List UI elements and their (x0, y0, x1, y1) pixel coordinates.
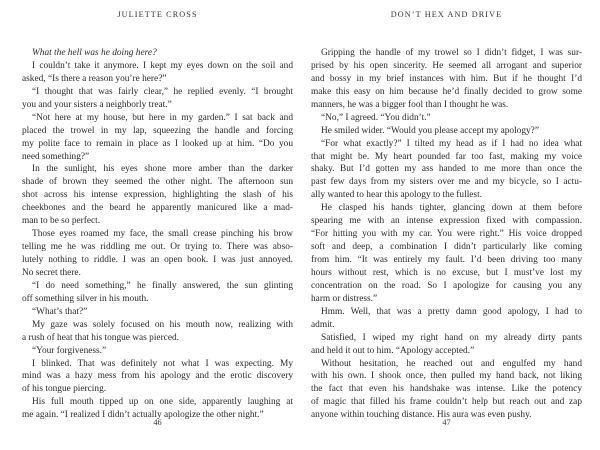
text-line: mind was a hazy mess from his apology and the erotic discovery (22, 371, 293, 382)
text-line: shaky. But I’d gotten my ass handed to me more than once the (311, 164, 582, 175)
text-line: me again. “I realized I didn’t actually apologize the other night.” (22, 410, 264, 421)
text-line: Gripping the handle of my trowel so I didn’t fidget, I was sur- (321, 48, 582, 58)
left-page-body (22, 47, 293, 422)
text-line: In the sunlight, his eyes shone more amber than the darker (32, 164, 293, 175)
text-line: past few days from my sisters over me and my bicycle, so I actu- (311, 177, 582, 188)
text-line: and bossy in my brief instances with him. But if he thought I’d (311, 73, 582, 84)
right-page-body (311, 47, 582, 422)
text-line: No secret there. (22, 267, 81, 278)
text-line: My gaze was solely focused on his mouth now, realizing with (32, 319, 293, 330)
text-line: admit. (311, 319, 335, 330)
text-line: Satisfied, I wiped my right hand on my already dirty pants (321, 332, 582, 343)
text-line: “What’s that?” (32, 306, 88, 317)
text-line: Without hesitation, he reached out and engulfed my hand (321, 358, 582, 369)
text-line: What the hell was he doing here? (32, 48, 157, 58)
text-line: my polite face to remain in place as I looked up at him. “Do you (22, 138, 293, 149)
text-line: “For hitting you with my car. You were right.” His voice dropped (311, 229, 582, 240)
text-line: Those eyes roamed my face, the small crease pinching his brow (32, 229, 293, 240)
text-line: man to be so perfect. (22, 216, 101, 227)
text-line: make this easy on him because he’d finally decided to grow some (311, 86, 582, 97)
text-line: the fact that even his handshake was intense. Like the potency (311, 384, 582, 395)
text-line: Hmm. Well, that was a pretty damn good apology, I had to (321, 306, 582, 317)
text-line: “No,” I agreed. “You didn’t.” (321, 112, 431, 123)
text-line: of his tongue piercing. (22, 384, 107, 395)
right-page (311, 0, 582, 450)
text-line: of magic that filled his frame couldn’t help but reach out and zap (311, 397, 582, 408)
text-line: lutely nothing to riddle. I was an open book. I was just annoyed. (22, 255, 293, 265)
text-line: He clasped his hands tighter, glancing down at them before (321, 203, 582, 214)
text-line: need something?” (22, 151, 90, 162)
text-line: I couldn’t take it anymore. I kept my eyes down on the soil and (32, 60, 293, 71)
text-line: from him. “It was entirely my fault. I’d been driving too many (311, 255, 582, 265)
text-line: hours without rest, which is no excuse, but I must’ve lost my (311, 267, 582, 278)
text-line: soft and deep, a combination I didn’t particularly like coming (311, 242, 582, 253)
text-line: “Not here at my house, but here in my garden.” I sat back and (32, 112, 293, 123)
page-number-right: 47 (442, 418, 451, 427)
text-line: “I thought that was fairly clear,” he replied evenly. “I brought (32, 86, 293, 97)
text-line: prised by his open sincerity. He seemed all arrogant and superior (311, 60, 582, 71)
text-line: His full mouth tipped up on one side, apparently laughing at (32, 397, 293, 408)
running-head-title: DON’T HEX AND DRIVE (390, 10, 503, 19)
text-line: anyone within touching distance. His aura was even pushy. (311, 410, 532, 421)
text-line: “Your forgiveness.” (32, 345, 107, 356)
text-line: you and your sisters a neighborly treat.” (22, 99, 172, 110)
text-line: shot across his intense expression, highlighting the slash of his (22, 190, 293, 201)
text-line: I blinked. That was definitely not what I was expecting. My (32, 358, 293, 369)
text-line: and held it out to him. “Apology accepted.” (311, 345, 475, 356)
left-page (22, 0, 293, 450)
text-line: shade of brown they seemed the other night. The afternoon sun (22, 177, 293, 188)
text-line: ally wanted to hear this apology to the fullest. (311, 190, 483, 201)
text-line: He smiled wider. “Would you please accept my apology?” (321, 125, 539, 136)
text-line: that might be. My heart pounded far too fast, making my voice (311, 151, 582, 162)
text-line: cheekbones and the beard he apparently manicured like a mad- (22, 203, 293, 214)
text-line: a rush of heat that his tongue was pierced. (22, 332, 179, 343)
text-line: off something silver in his mouth. (22, 293, 149, 304)
text-line: placed the trowel in my lap, squeezing the handle and forcing (22, 125, 293, 136)
text-line: spearing me with an intense expression fixed with compassion. (311, 216, 582, 227)
text-line: asked, “Is there a reason you’re here?” (22, 73, 167, 84)
running-head-author: JULIETTE CROSS (117, 10, 198, 19)
text-line: concentration on the road. So I apologize for causing you any (311, 280, 582, 291)
text-line: “I do need something,” he finally answered, the sun glinting (32, 280, 293, 291)
text-line: with his own. I shook once, then pulled my hand back, not liking (311, 371, 582, 382)
page-number-left: 46 (153, 418, 162, 427)
text-line: telling me he was riddling me out. Or trying to. There was abso- (22, 242, 293, 253)
text-line: harm or distress.” (311, 293, 378, 304)
text-line: “For what exactly?” I tilted my head as if I had no idea what (321, 138, 582, 149)
text-line: manners, he was a bigger fool than I thought he was. (311, 99, 509, 110)
